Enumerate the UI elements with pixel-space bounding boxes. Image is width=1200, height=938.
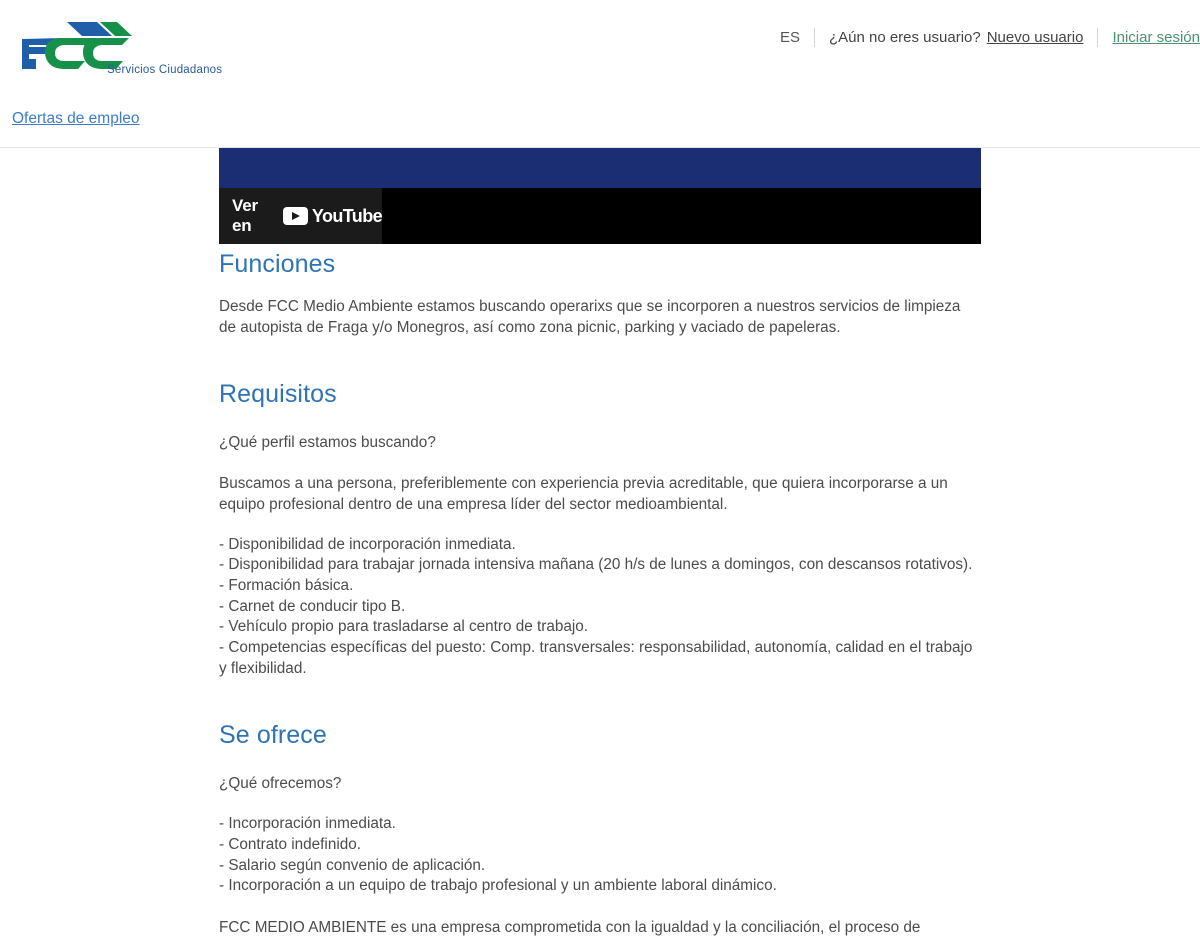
section-title-se-ofrece: Se ofrece: [219, 721, 327, 750]
new-user-link[interactable]: Nuevo usuario: [986, 29, 1084, 46]
requisitos-lead: ¿Qué perfil estamos buscando?: [219, 433, 436, 451]
requisitos-bullet-list: [219, 535, 981, 680]
requisitos-paragraph: Buscamos a una persona, preferiblemente con experiencia previa acreditable, que quiera incorporarse a un equipo profesional dentro de una empresa líder del sector medioambiental.: [219, 474, 948, 513]
logo-tagline: Servicios Ciudadanos: [107, 64, 223, 76]
list-item: - Disponibilidad de incorporación inmediata.: [219, 535, 516, 553]
nav-divider-1: [814, 28, 815, 47]
spacer: [219, 282, 981, 296]
list-item: - Disponibilidad para trabajar jornada intensiva mañana (20 h/s de lunes a domingos, con descansos rotativos).: [219, 556, 973, 574]
login-link[interactable]: Iniciar sesión: [1112, 29, 1200, 46]
list-item: - Vehículo propio para trasladarse al centro de trabajo.: [219, 618, 589, 636]
list-item: - Contrato indefinido.: [219, 835, 362, 853]
fcc-logo[interactable]: [12, 14, 223, 76]
spacer: [219, 412, 981, 432]
language-selector[interactable]: ES: [779, 29, 800, 46]
se-ofrece-lead: ¿Qué ofrecemos?: [219, 775, 342, 793]
youtube-wordmark: YouTube: [311, 205, 382, 226]
spacer: [219, 338, 981, 378]
list-item: - Incorporación inmediata.: [219, 815, 396, 833]
nav-item-ofertas-de-empleo[interactable]: Ofertas de empleo: [12, 110, 140, 127]
spacer: [219, 897, 981, 917]
youtube-logo: [283, 206, 382, 227]
spacer: [219, 753, 981, 773]
watch-on-label: Ver en: [232, 196, 258, 235]
list-item: - Carnet de conducir tipo B.: [219, 597, 406, 615]
site-header: [0, 0, 1200, 97]
section-title-requisitos: Requisitos: [219, 379, 337, 408]
spacer: [219, 679, 981, 719]
list-item: - Incorporación a un equipo de trabajo profesional y un ambiente laboral dinámico.: [219, 877, 777, 895]
funciones-paragraph: Desde FCC Medio Ambiente estamos buscando operarixs que se incorporen a nuestros servicios de limpieza de autopista de Fraga y/o Monegros, así como zona picnic, parking y vaciado de papeleras.: [219, 297, 961, 336]
main-navigation-bar: [0, 97, 1200, 148]
se-ofrece-bullet-list: [219, 814, 981, 897]
section-title-funciones: Funciones: [219, 250, 336, 278]
spacer: [219, 794, 981, 814]
register-prompt-text: ¿Aún no eres usuario?: [828, 29, 981, 46]
youtube-play-icon: [283, 207, 308, 225]
video-banner-strip: [219, 148, 981, 188]
watch-on-youtube-button[interactable]: [219, 188, 382, 244]
list-item: - Formación básica.: [219, 576, 354, 594]
fcc-logo-mark: [12, 14, 212, 69]
se-ofrece-closing-paragraph: FCC MEDIO AMBIENTE es una empresa comprometida con la igualdad y la conciliación, el proceso de: [219, 918, 921, 936]
list-item: - Competencias específicas del puesto: Comp. transversales: responsabilidad, autonomía, calidad en el trabajo y flexibilidad.: [219, 639, 973, 677]
spacer: [219, 453, 981, 473]
youtube-video-player[interactable]: [219, 148, 981, 244]
list-item: - Salario según convenio de aplicación.: [219, 856, 486, 874]
spacer: [219, 515, 981, 535]
job-posting-article: [219, 244, 981, 938]
nav-divider-2: [1097, 28, 1098, 47]
utility-nav: [780, 28, 1200, 47]
